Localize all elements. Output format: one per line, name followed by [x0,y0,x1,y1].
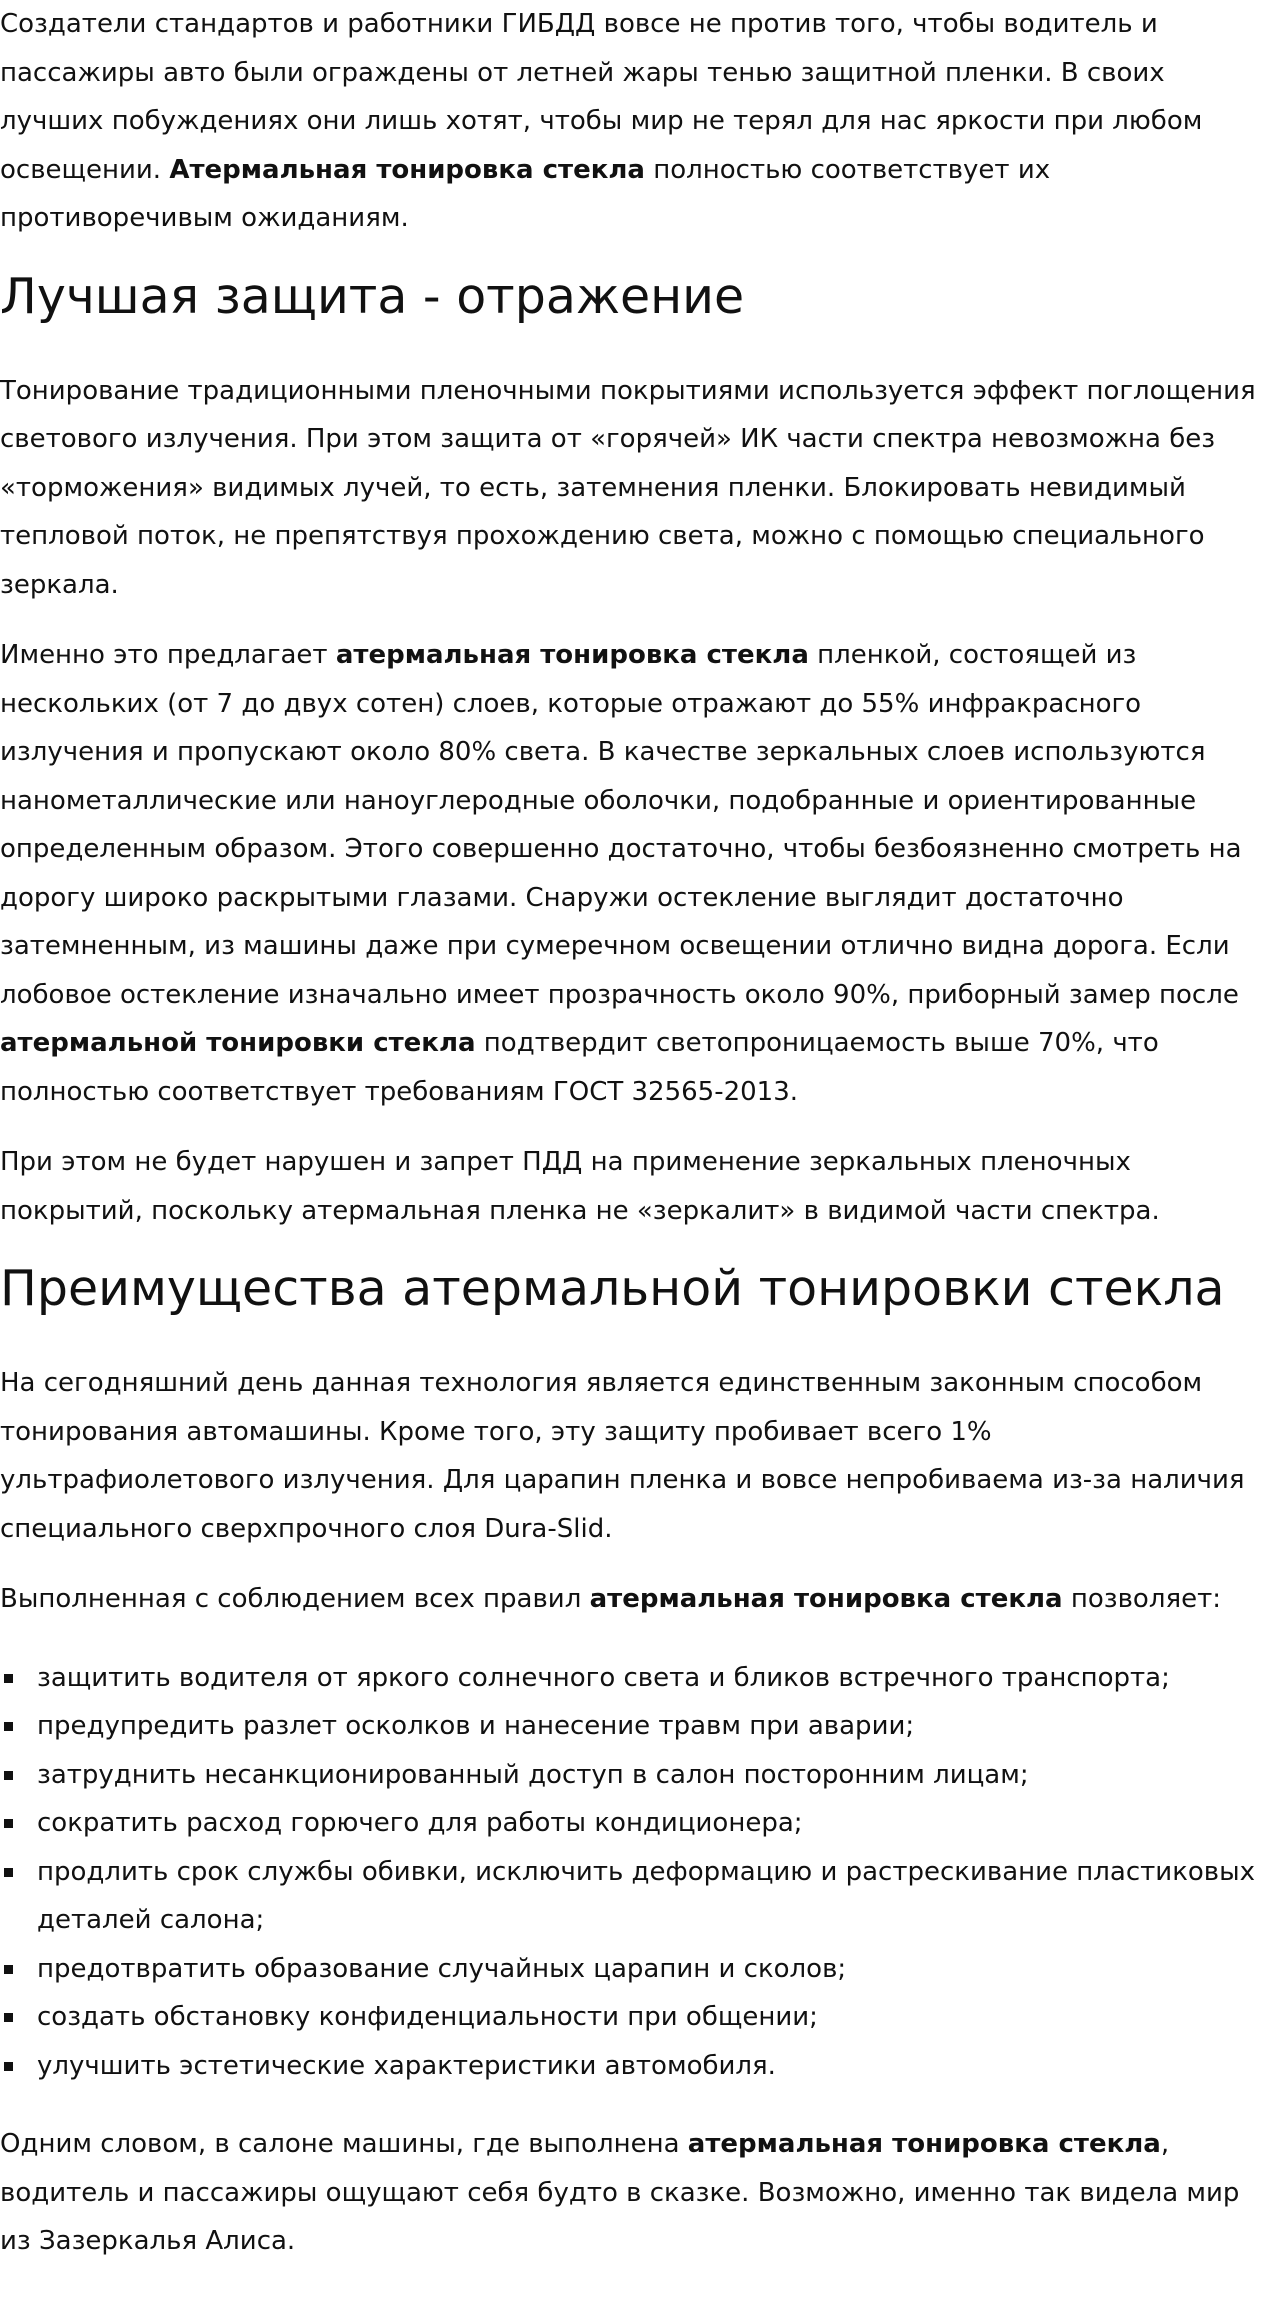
list-item [0,1848,1270,1945]
list-item [0,1702,1270,1751]
list-item-text: защитить водителя от яркого солнечного света и бликов встречного транспорта; [37,1662,1170,1693]
advantages-p2-text-1: Выполненная с соблюдением всех правил [0,1584,590,1614]
square-bullet-icon [4,2013,13,2022]
square-bullet-icon [4,1965,13,1974]
list-item [0,1945,1270,1994]
reflection-p2-text-3: подтвердит светопроницаемость выше 70%, что полностью соответствует требованиям ГОСТ 32565-2013. [0,1028,1159,1107]
reflection-p2-text-2: пленкой, состоящей из нескольких (от 7 до двух сотен) слоев, которые отражают до 55% инфракрасного излучения и пропускают около 80% света. В качестве зеркальных слоев используются нанометаллические или наноуглеродные оболочки, подобранные и ориентированные определенным образом. Этого совершенно достаточно, чтобы безбоязненно смотреть на дорогу широко раскрытыми глазами. Снаружи остекление выглядит достаточно затемненным, из машины даже при сумеречном освещении отлично видна дорога. Если лобовое остекление изначально имеет прозрачность около 90%, приборный замер после [0,640,1242,1010]
list-item [0,2042,1270,2091]
list-item [0,1799,1270,1848]
intro-text-1: Создатели стандартов и работники ГИБДД вовсе не против того, чтобы водитель и пассажиры авто были ограждены от летней жары тенью защитной пленки. В своих лучших побуждениях они лишь хотят, чтобы мир не терял для нас яркости при любом освещении. [0,9,1203,185]
reflection-p2-text-1: Именно это предлагает [0,640,336,670]
reflection-p2-bold-2: атермальной тонировки стекла [0,1028,476,1058]
advantages-p2-bold: атермальная тонировка стекла [589,1584,1063,1614]
section-heading-reflection: Лучшая защита - отражение [0,267,745,325]
square-bullet-icon [4,1722,13,1731]
square-bullet-icon [4,1819,13,1828]
advantages-list [0,1654,1270,2091]
list-item-text: сократить расход горючего для работы кондиционера; [37,1808,803,1838]
closing-paragraph [0,2120,1270,2266]
reflection-paragraph-1: Тонирование традиционными пленочными покрытиями используется эффект поглощения светового излучения. При этом защита от «горячей» ИК части спектра невозможна без «торможения» видимых лучей, то есть, затемнения пленки. Блокировать невидимый тепловой поток, не препятствуя прохождению света, можно с помощью специального зеркала. [0,375,1256,600]
reflection-p2-bold-1: атермальная тонировка стекла [335,640,809,670]
list-item-text: улучшить эстетические характеристики автомобиля. [37,2050,776,2081]
list-item-text: затруднить несанкционированный доступ в салон посторонним лицам; [37,1759,1029,1790]
list-item-text: предотвратить образование случайных царапин и сколов; [37,1953,847,1984]
advantages-paragraph-1: На сегодняшний день данная технология является единственным законным способом тонирования автомашины. Кроме того, эту защиту пробивает всего 1% ультрафиолетового излучения. Для царапин пленка и вовсе непробиваема из-за наличия специального сверхпрочного слоя Dura-Slid. [0,1368,1245,1544]
list-item-text: предупредить разлет осколков и нанесение травм при аварии; [37,1711,915,1741]
list-item-text: продлить срок службы обивки, исключить деформацию и растрескивание пластиковых деталей салона; [37,1856,1256,1935]
list-item [0,1654,1270,1703]
closing-text-2: , водитель и пассажиры ощущают себя будто в сказке. Возможно, именно так видела мир из Зазеркалья Алиса. [0,2129,1240,2256]
advantages-p2-text-2: позволяет: [1062,1584,1221,1614]
reflection-paragraph-2 [0,631,1270,1116]
intro-paragraph [0,0,1270,243]
list-item-text: создать обстановку конфиденциальности при общении; [37,2002,818,2032]
square-bullet-icon [4,1868,13,1877]
list-item [0,1993,1270,2042]
list-item [0,1751,1270,1800]
intro-text-2: полностью соответствует их противоречивым ожиданиям. [0,154,1051,233]
intro-bold-keyword: Атермальная тонировка стекла [169,154,645,185]
section-heading-advantages: Преимущества атермальной тонировки стекла [0,1260,1225,1317]
closing-text-1: Одним словом, в салоне машины, где выполнена [0,2129,688,2159]
reflection-paragraph-3: При этом не будет нарушен и запрет ПДД на применение зеркальных пленочных покрытий, поскольку атермальная пленка не «зеркалит» в видимой части спектра. [0,1147,1160,1226]
advantages-paragraph-2 [0,1575,1270,1624]
square-bullet-icon [4,1771,13,1780]
closing-bold-keyword: атермальная тонировка стекла [687,2129,1161,2159]
square-bullet-icon [4,1674,13,1683]
square-bullet-icon [4,2062,13,2071]
